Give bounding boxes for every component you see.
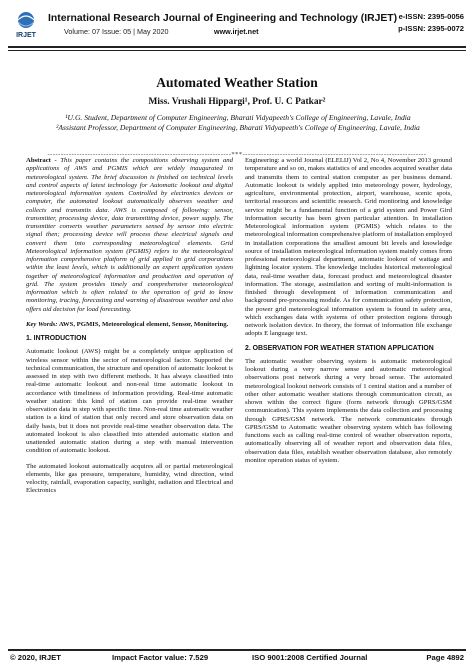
svg-text:IRJET: IRJET <box>16 32 36 39</box>
left-column <box>26 157 233 496</box>
journal-website: www.irjet.net <box>214 27 259 36</box>
affiliation-2: ²Assistant Professor, Department of Computer Engineering, Bharati Vidyapeeth's College of Engineering, Lavale, India <box>56 123 420 132</box>
intro-paragraph-1: Automatic lookout (AWS) might be a completely unique application of wireless sensor within the sector of meteorological factor. Supported the technical communication, the structure and operation of automatic lookout is assessed in step with two different methods. It has always classified into real-time automatic lookout and non-real time automatic lookout in accordance with timeliness of information providing. Real-time automatic weather station: this kind of station can provide real-time weather observation data in step with specific time. Non-real time automatic weather station is a kind of station that only record and store observation data on daily basis, but it does not provide real-time weather observation data. The automated lookout is also classified into attended automatic station and unattended automatic station during a step with manual intervention condition of automatic lookout. <box>26 348 233 455</box>
keywords-text: AWS, PGMIS, Meteorological element, Sensor, Monitoring. <box>58 320 229 328</box>
footer-copyright: © 2020, IRJET <box>10 653 61 662</box>
keywords-label: Key Words: <box>26 320 58 328</box>
section-heading-introduction: 1. INTRODUCTION <box>26 335 87 342</box>
issn-block <box>398 11 464 35</box>
paper-authors: Miss. Vrushali Hippargi¹, Prof. U. C Patkar² <box>148 97 326 107</box>
right-paragraph-2: The automatic weather observing system is automatic meteorological lookout during a very narrow sense and automatic meteorological observations post network during a very broad sense. The automated meteorological lookout network consists of 1 central station and a number of other other automatic weather stations through communication circuit, as shown within the correct figure (form network through GPRS/GSM communication). This system implements the data collection and processing through GPRS/GSM network. The network communicates through GPRS/GSM to Automatic weather observing system which has following functions such as calling real-time control of weather observation reports, automatically observing all of weather report and observation data files, observation data files, establish weather observation database, also remotely monitor operation status of system. <box>245 357 452 464</box>
footer-page-number: Page 4892 <box>426 653 464 662</box>
journal-title: International Research Journal of Engineering and Technology (IRJET) <box>48 13 398 24</box>
pissn: p-ISSN: 2395-0072 <box>398 24 464 33</box>
header-rule <box>8 46 466 48</box>
eissn: e-ISSN: 2395-0056 <box>398 12 464 21</box>
paper-title: Automated Weather Station <box>156 75 318 90</box>
page-footer <box>8 651 466 665</box>
footer-iso: ISO 9001:2008 Certified Journal <box>252 653 368 662</box>
keywords <box>26 321 233 329</box>
section-heading-observation: 2. OBSERVATION FOR WEATHER STATION APPLICATION <box>245 344 434 352</box>
abstract-label: Abstract - <box>26 157 57 164</box>
header-rule-thin <box>8 50 466 51</box>
irjet-logo <box>12 10 40 40</box>
right-paragraph-1: Engineering: a world Journal (ELELIJ) Vol 2, No 4, November 2013 ground temperature and so on, makes statistics of and encodes acquired weather data and transmits them to central station computer as per business demand. Automatic lookout is widely applied into meteorology power, hydrology, agriculture, environmental protection, airport, warehouse, scenic spots, territorial resources and scientific research. Grid monitoring and knowledge service might be a fundamental function of a grid system and Power Gird information security has been given particular attention. In installation Meteorological information system (PGMIS) which relates to the meteorological information comprehensive platform of installation employed in installation corporations the smallest amount bit levels and knowledge source of installation meteorological information system mainly comes from professional meteorological department, automatic lookout of wattage and lightning locator system. The knowledge includes historical meteorological data, real-time weather data, forecast product and meteorological disaster information. The storage, assimilation and sorting of multi-information is finished through development of information communication and background pre-processing module. As for communication safety protection, the power grid meteorological information system is found in safety area, which exchanges data with systems of other protection regions through network isolation device. In theory, the format of information file exchange adopts E language text. <box>245 157 452 338</box>
separator-line: ---------------------------------------------------------------------***--------------------------------------------------------------------- <box>47 151 427 158</box>
footer-impact-factor: Impact Factor value: 7.529 <box>112 653 209 662</box>
intro-paragraph-2: The automated lookout automatically acquires all or partial meteorological elements, like gas pressure, temperature, humidity, wind direction, wind velocity, rainfall, evaporation capacity, sunlight, radiation and Electrical and Electronics <box>26 462 233 495</box>
abstract-text: This paper contains the compositions observing system and applications of AWS and PGMIS which are widely inaugurated in meteorological system. The brief discussion is finished on technical levels and control aspects of latest technology for Automatic lookout and digital meteorological information system. Controlled by electronics devices or computer, the automated lookout automatically observes weather and collects and transmits data. AWS is composed of following: sensor, transmitter, processing device, data transmitting device, power supply. The transmitter converts weather parameters sensed by sensor into electric signal then; processing device will process these electrical signals and convert them into corresponding meteorological elements. Grid Meteorological information system (PGMIS) refers to the meteorological information comprehensive platform of grid applied in grid corporations within the least levels, which is additionally an expert application system together of meteorological information and production and operation of grid. The system provides timely and comprehensive meteorological information which is often related to the operation of grid to know monitoring, tracing, forecasting and warning of disastrous weather and also offers aid decision for load forecasting. <box>26 157 233 313</box>
affiliations <box>18 113 458 133</box>
affiliation-1: ¹U.G. Student, Department of Computer Engineering, Bharati Vidyapeeth's College of Engineering, Lavale, India <box>65 113 411 122</box>
abstract <box>26 157 233 314</box>
right-column <box>245 157 452 465</box>
journal-header <box>8 8 468 44</box>
volume-issue: Volume: 07 Issue: 05 | May 2020 <box>64 27 169 36</box>
